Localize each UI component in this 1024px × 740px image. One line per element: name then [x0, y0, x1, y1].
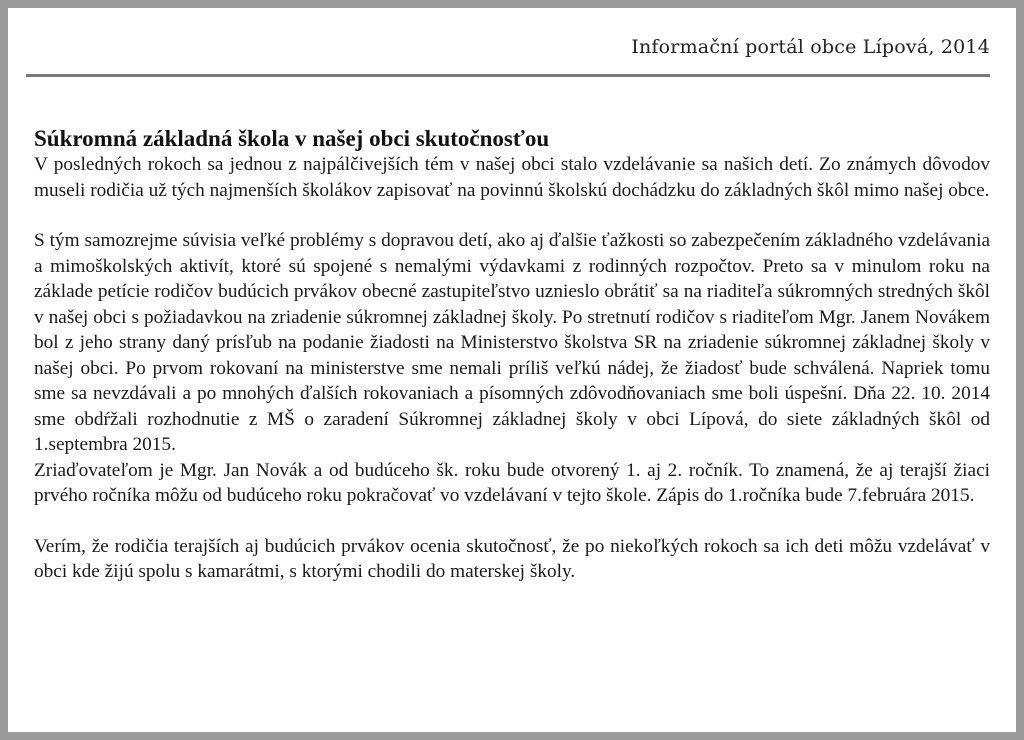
header — [26, 34, 990, 77]
paragraph-gap — [34, 203, 990, 228]
article-title: Súkromná základná škola v našej obci skutočnosťou — [34, 126, 550, 151]
article — [34, 126, 990, 585]
article-paragraph-2: S tým samozrejme súvisia veľké problémy s dopravou detí, ako aj ďalšie ťažkosti so zabezpečením základného vzdelávania a mimoškolských aktivít, ktoré sú spojené s nemalými výdavkami z rodinných rozpočtov. Preto sa v minulom roku na základe petície rodičov budúcich prvákov obecné zastupiteľstvo uznieslo obrátiť sa na riaditeľa súkromných stredných škôl v našej obci s požiadavkou na zriadenie súkromnej základnej školy. Po stretnutí rodičov s riaditeľom Mgr. Janem Novákem bol z jeho strany daný prísľub na podanie žiadosti na Ministerstvo školstva SR na zriadenie súkromnej základnej školy v našej obci. Po prvom rokovaní na ministerstve sme nemali príliš veľkú nádej, že žiadosť bude schválená. Napriek tomu sme sa nevzdávali a po mnohých ďalších rokovaniach a písomných zdôvodňovaniach sme boli úspešní. Dňa 22. 10. 2014 sme obdŕžali rozhodnutie z MŠ o zaradení Súkromnej základnej školy v obci Lípová, do siete základných škôl od 1.septembra 2015. — [34, 230, 990, 455]
article-paragraph-4: Verím, že rodičia terajších aj budúcich prvákov ocenia skutočnosť, že po niekoľkých rokoch sa ich deti môžu vzdelávať v obci kde žijú spolu s kamarátmi, s ktorými chodili do materskej školy. — [34, 535, 990, 582]
article-paragraph-3: Zriaďovateľom je Mgr. Jan Novák a od budúceho šk. roku bude otvorený 1. aj 2. ročník. To znamená, že aj terajší žiaci prvého ročníka môžu od budúceho roku pokračovať vo vzdelávaní v tejto škole. Zápis do 1.ročníka bude 7.februára 2015. — [34, 459, 990, 506]
article-paragraph-1: V posledných rokoch sa jednou z najpálčivejších tém v našej obci stalo vzdelávanie sa našich detí. Zo známych dôvodov museli rodičia už tých najmenších školákov zapisovať na povinnú školskú dochádzku do základných škôl mimo našej obce. — [34, 154, 990, 201]
paragraph-gap — [34, 509, 990, 534]
portal-title: Informační portál obce Lípová, 2014 — [631, 36, 990, 58]
